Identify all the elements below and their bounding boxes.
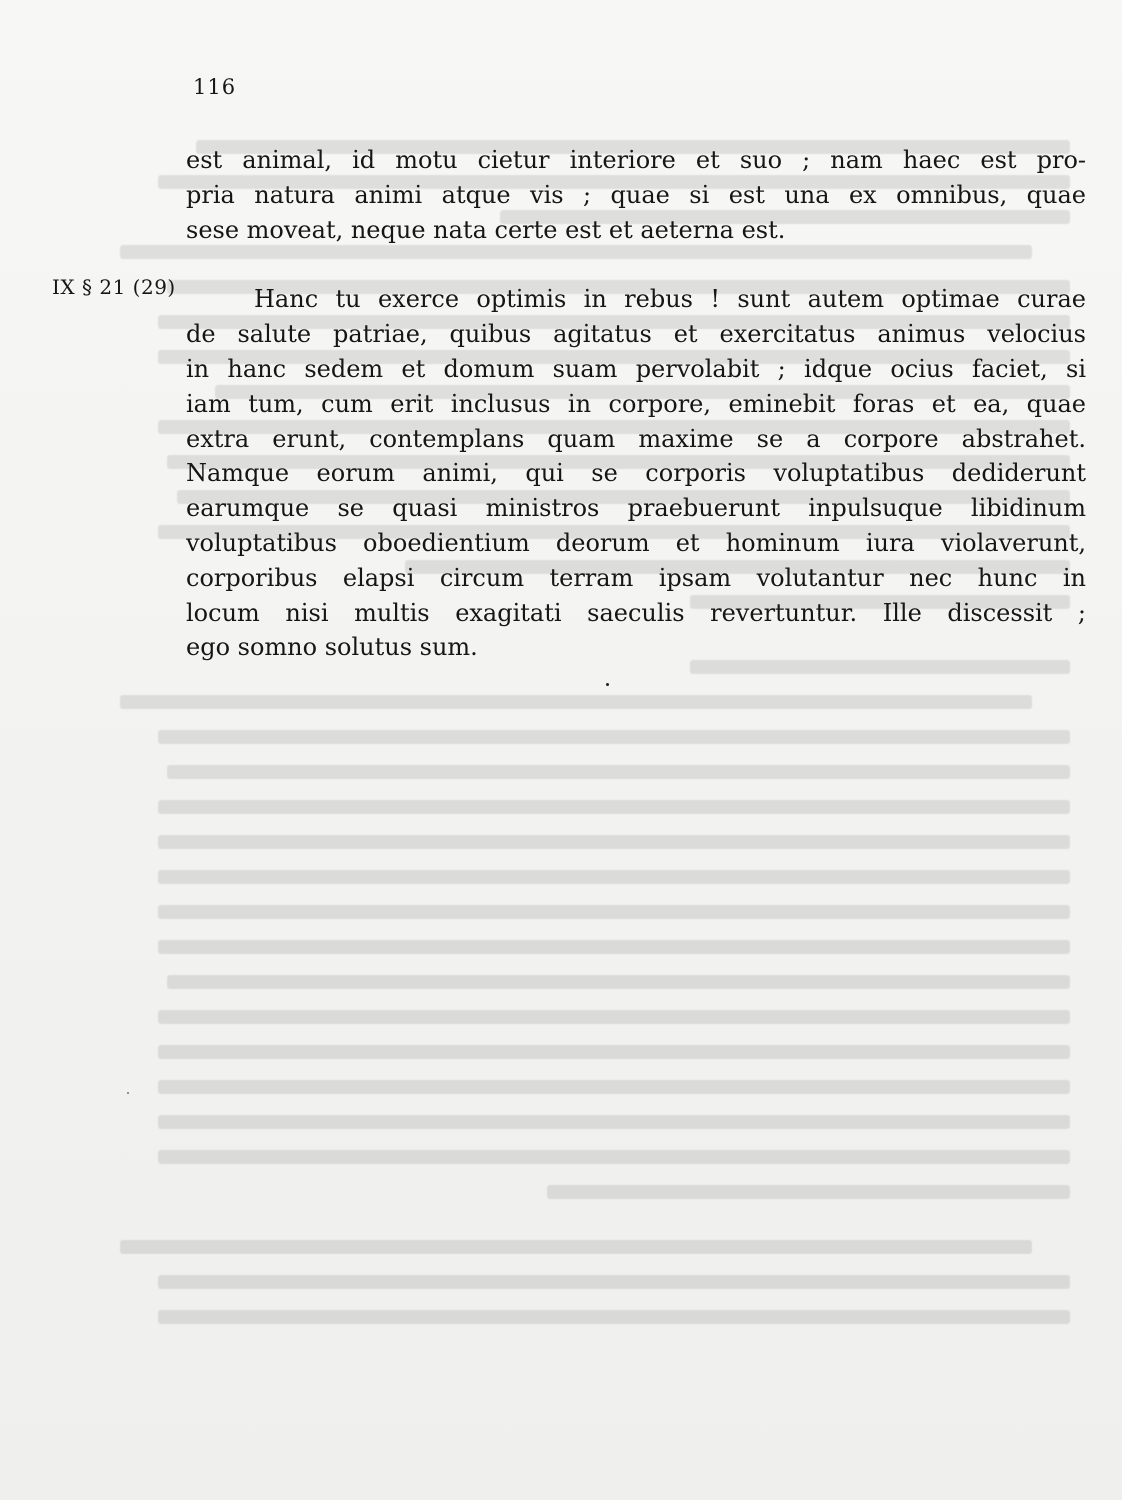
show-through-line xyxy=(158,800,1070,814)
show-through-line xyxy=(158,730,1070,744)
text-line: sese moveat, neque nata certe est et aeterna est. xyxy=(186,215,786,244)
show-through-line xyxy=(158,1310,1070,1324)
text-line: voluptatibus oboedientium deorum et hominum iura violaverunt, xyxy=(186,528,1086,557)
show-through-line xyxy=(120,1240,1032,1254)
show-through-line xyxy=(168,765,1071,779)
text-line: est animal, id motu cietur interiore et suo ; nam haec est pro- xyxy=(186,146,1086,174)
main-text xyxy=(186,143,1086,665)
text-line: in hanc sedem et domum suam pervolabit ; idque ocius faciet, si xyxy=(186,354,1086,383)
page-number: 116 xyxy=(193,75,237,99)
paragraph-2-body xyxy=(186,317,1086,665)
text-line: pria natura animi atque vis ; quae si est una ex omnibus, quae xyxy=(186,180,1086,209)
text-line: corporibus elapsi circum terram ipsam volutantur nec hunc in xyxy=(186,563,1086,592)
text-line: extra erunt, contemplans quam maxime se a corpore abstrahet. xyxy=(186,424,1086,453)
show-through-line xyxy=(168,975,1071,989)
show-through-line xyxy=(158,905,1070,919)
show-through-line xyxy=(158,1150,1070,1164)
show-through-line xyxy=(158,1275,1070,1289)
show-through-line xyxy=(120,695,1032,709)
text-line: locum nisi multis exagitati saeculis revertuntur. Ille discessit ; xyxy=(186,598,1086,627)
show-through-line xyxy=(158,940,1070,954)
show-through-line xyxy=(548,1185,1071,1199)
text-line: iam tum, cum erit inclusus in corpore, eminebit foras et ea, quae xyxy=(186,389,1086,418)
show-through-line xyxy=(158,1080,1070,1094)
show-through-line xyxy=(158,1115,1070,1129)
text-line: ego somno solutus sum. xyxy=(186,633,478,662)
show-through-line xyxy=(158,835,1070,849)
paragraph-2 xyxy=(186,282,1086,317)
print-speck xyxy=(606,683,609,686)
print-speck xyxy=(127,1092,129,1094)
paragraph-gap xyxy=(186,247,1086,282)
text-line: Namque eorum animi, qui se corporis voluptatibus dediderunt xyxy=(186,459,1086,488)
text-line: Hanc tu exerce optimis in rebus ! sunt autem optimae curae xyxy=(254,285,1086,314)
show-through-line xyxy=(158,1045,1070,1059)
show-through-line xyxy=(158,1010,1070,1024)
paragraph-1 xyxy=(186,143,1086,247)
show-through-line xyxy=(158,870,1070,884)
text-line: earumque se quasi ministros praebuerunt inpulsuque libidinum xyxy=(186,494,1086,523)
text-line: de salute patriae, quibus agitatus et exercitatus animus velocius xyxy=(186,320,1086,349)
marginal-section-reference: IX § 21 (29) xyxy=(52,275,176,299)
